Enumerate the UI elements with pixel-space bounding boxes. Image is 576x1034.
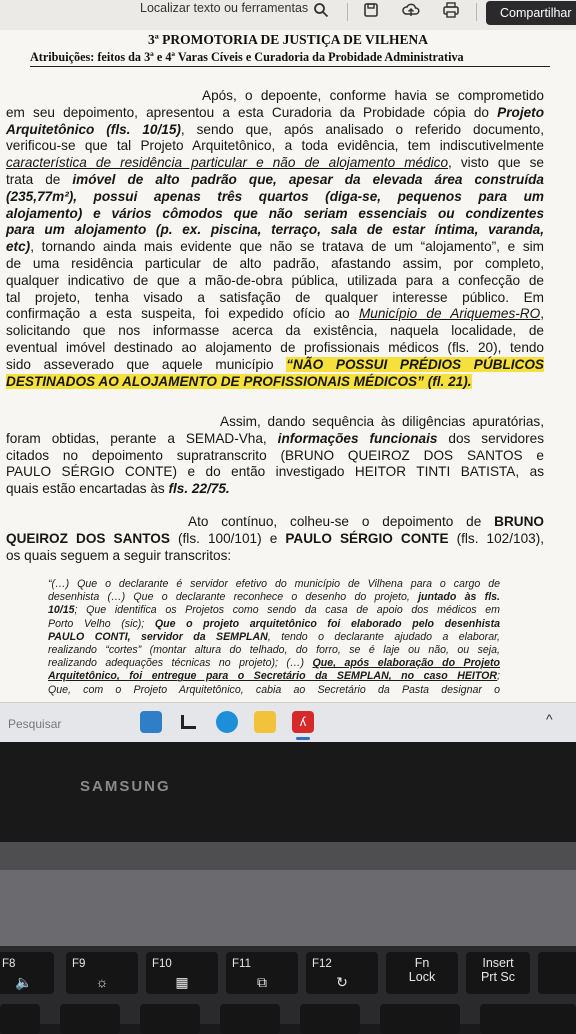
task-view-icon[interactable] [178,711,200,733]
key-row2[interactable] [140,1004,200,1034]
search-icon[interactable] [312,2,330,20]
text-line: de uma residência particular de alto padrão, afastando assim, por completo, [6,255,544,271]
text-line: verificou-se que tal Projeto Arquitetônico, a toda evidência, tem indiscutivelmente [6,138,544,154]
key-f10[interactable]: F10 ▦ [146,952,218,994]
quote-line: PAULO CONTI, servidor da SEMPLAN, tendo o declarante ajudado a elaborar, [48,630,500,643]
text-line: sido asseverado que aquele município “NÃO POSSUI PRÉDIOS PÚBLICOS [6,356,544,372]
key-delete[interactable] [538,952,576,994]
key-row2[interactable] [380,1004,460,1034]
text-line: DESTINADOS AO ALOJAMENTO DE PROFISSIONAIS MÉDICOS” (fl. 21). [6,373,472,389]
key-insert[interactable] [466,952,530,994]
volume-down-icon: 🔈 [15,974,33,990]
toolbar-divider [347,3,348,21]
text-line: os quais seguem a seguir transcritos: [6,547,232,563]
text-line: tal projeto, tenha visado a satisfação de qualquer interesse público. Em [6,289,544,305]
text-line: PAULO SÉRGIO CONTE) e do então investigado HEITOR TINTI BATISTA, as [6,464,544,480]
pdf-toolbar [0,0,576,31]
key-row2[interactable] [0,1004,40,1034]
key-f12[interactable]: F12 ↻ [306,952,378,994]
key-row2[interactable] [220,1004,280,1034]
transcript-quote [48,578,500,697]
text-line: solicitando que nos informasse acerca da existência, naquela localidade, de [6,323,544,339]
laptop-hinge [0,842,576,870]
key-f8[interactable]: F8 🔈 [0,952,54,994]
document-header-title: 3ª PROMOTORIA DE JUSTIÇA DE VILHENA [148,32,428,47]
file-explorer-icon[interactable] [254,711,276,733]
text-line: foram obtidas, perante a SEMAD-Vha, informações funcionais dos servidores [6,430,544,446]
keyboard-backlight-icon: ▦ [175,974,189,990]
text-line: Ato contínuo, colheu-se o depoimento de BRUNO [188,514,544,529]
edge-browser-icon[interactable] [216,711,238,733]
print-icon[interactable] [442,2,460,20]
text-line: alojamento) e vários cômodos que não seriam essenciais ou condizentes [6,205,544,221]
quote-line: Arquitetônico, foi entregue para o Secretário da SEMPLAN, no caso HEITOR; [48,670,500,683]
text-line: eventual imóvel destinado ao alojamento de profissionais médicos (fls. 20), tendo [6,339,544,355]
text-line: (235,77m²), possui apenas três quartos (diga-se, pequenos para um [6,188,544,204]
widgets-app-icon[interactable] [140,711,162,733]
paragraph-semad [6,414,544,498]
key-fn-lock-label: Fn Lock [408,956,436,984]
refresh-icon: ↻ [336,974,348,990]
text-line: citados no depoimento supratranscrito (BRUNO QUEIROZ DOS SANTOS e [6,447,544,463]
quote-line: desenhista (…) Que o declarante reconhece o desenho do projeto, juntado às fls. [48,591,500,604]
laptop-brand: SAMSUNG [80,778,171,795]
text-line: trata de imóvel de alto padrão que, apesar da elevada área construída [6,171,544,187]
text-line: confirmação a esta suspeita, foi expedido ofício ao Município de Ariquemes-RO, [6,306,544,322]
key-row2[interactable] [480,1004,576,1034]
text-line: característica de residência particular e não de alojamento médico, visto que se [6,155,544,171]
text-line: em seu depoimento, apresentou a esta Curadoria da Probidade cópia do Projeto [6,104,544,120]
key-f11[interactable]: F11 ⧉ [226,952,298,994]
text-line: etc), tornando ainda mais evidente que não se tratava de um “alojamento”, e sim [6,239,544,255]
cloud-upload-icon[interactable] [402,2,420,20]
document-header-subtitle: Atribuições: feitos da 3ª e 4ª Varas Cíveis e Curadoria da Probidade Administrativa [30,50,550,67]
paragraph-ato-continuo [6,514,544,564]
taskbar-search[interactable]: Pesquisar [8,717,62,731]
key-row2[interactable] [60,1004,120,1034]
text-line: Arquitetônico (fls. 10/15), sendo que, após analisado o referido documento, [6,121,545,137]
toolbar-divider [476,3,477,21]
quote-line: realizando “cortes” (montar altura do telhado, do forro, se é laje ou não, ou seja, [48,644,500,657]
quote-line: Porto Velho (sic); Que o projeto arquitetônico foi elaborado pelo desenhista [48,617,500,630]
quote-line: Que, com o Projeto Arquitetônico, cabia ao Secretário da Pasta designar o [48,683,500,696]
quote-line: realizando adequações técnicas no projeto); (…) Que, após elaboração do Projeto [48,657,500,670]
search-input[interactable]: Localizar texto ou ferramentas [140,1,309,15]
text-line: qualquer indicativo de que a mão-de-obra pública, utilizada para a confecção de [6,272,544,288]
save-icon[interactable] [362,2,380,20]
paragraph-depoimento [6,88,544,390]
windows-taskbar [0,702,576,742]
text-line: Após, o depoente, conforme havia se comprometido [202,88,544,103]
brightness-icon: ☼ [95,974,109,990]
quote-line: 10/15; Que identifica os Projetos como sendo da casa de apoio dos médicos em [48,604,500,617]
key-f9[interactable]: F9 ☼ [66,952,138,994]
key-row2[interactable] [300,1004,360,1034]
acrobat-icon[interactable]: ʎ [292,711,314,733]
document-page [0,30,576,702]
key-insert-label: Insert Prt Sc [480,956,516,984]
text-line: quais estão encartadas às fls. 22/75. [6,481,230,497]
chevron-up-icon[interactable]: ^ [546,711,553,727]
text-line: Assim, dando sequência às diligências apuratórias, [220,414,544,429]
active-app-indicator [296,737,310,740]
text-line: QUEIROZ DOS SANTOS (fls. 100/101) e PAULO SÉRGIO CONTE (fls. 102/103), [6,530,544,546]
share-button[interactable]: Compartilhar [486,1,576,25]
display-switch-icon: ⧉ [257,974,267,990]
text-line: para um alojamento (p. ex. piscina, terraço, sala de estar íntima, varanda, [6,222,544,238]
quote-line: “(…) Que o declarante é servidor efetivo do município de Vilhena para o cargo de [48,578,500,590]
key-fn-lock[interactable] [386,952,458,994]
